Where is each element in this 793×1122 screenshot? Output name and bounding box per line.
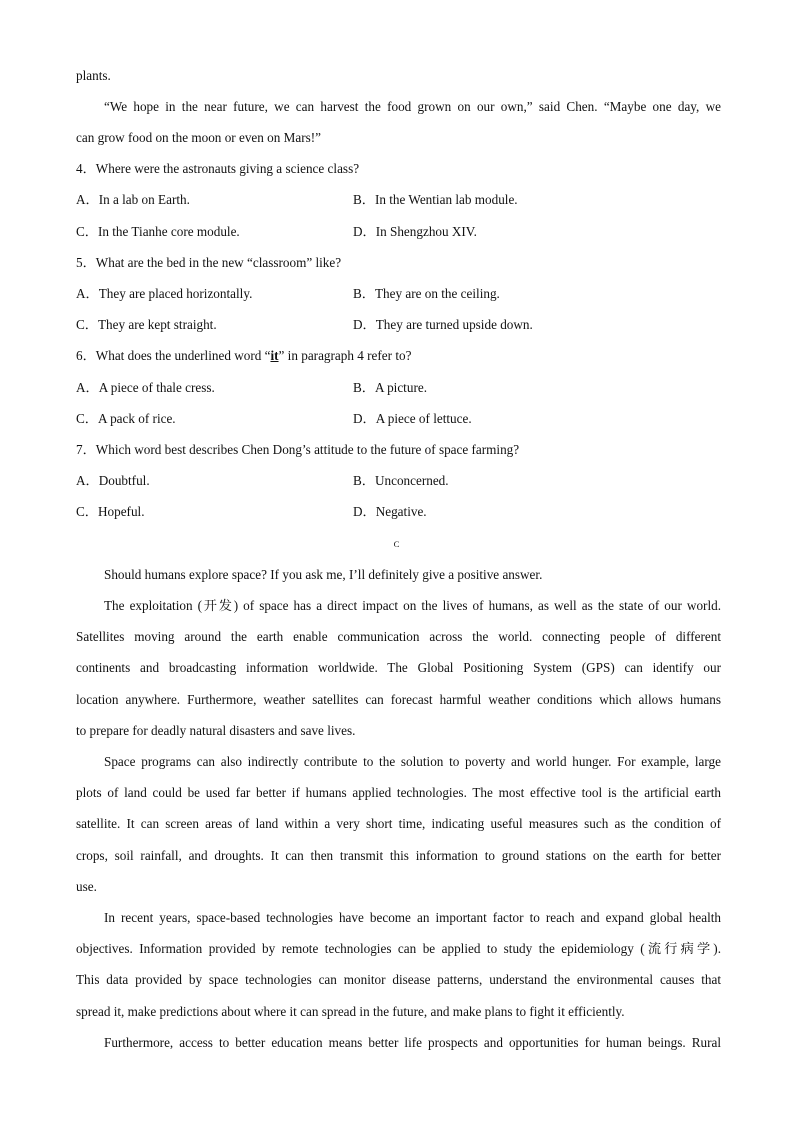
quote-line: can grow food on the moon or even on Mars!” (76, 130, 321, 145)
paragraph-2-line: continents and broadcasting information worldwide. The Global Positioning System (GPS) can identify our (76, 660, 721, 675)
paragraph-3-line: Space programs can also indirectly contribute to the solution to poverty and world hunger. For example, large (104, 754, 721, 769)
question-6-option-b: B．A picture. (353, 380, 427, 395)
question-5-option-d: D．They are turned upside down. (353, 317, 533, 332)
question-6-stem-before: 6．What does the underlined word “ (76, 348, 271, 363)
paragraph-2-line: location anywhere. Furthermore, weather satellites can forecast harmful weather conditions which allows humans (76, 692, 721, 707)
question-5-option-c: C．They are kept straight. (76, 317, 217, 332)
question-6-stem-after: ” in paragraph 4 refer to? (278, 348, 412, 363)
question-4-option-c: C．In the Tianhe core module. (76, 224, 240, 239)
question-7-option-c: C．Hopeful. (76, 504, 145, 519)
question-7-option-d: D．Negative. (353, 504, 427, 519)
question-6-option-d: D．A piece of lettuce. (353, 411, 472, 426)
question-5-option-b: B．They are on the ceiling. (353, 286, 500, 301)
question-6-option-a: A．A piece of thale cress. (76, 380, 215, 395)
question-4-option-d: D．In Shengzhou XIV. (353, 224, 477, 239)
question-5-stem: 5．What are the bed in the new “classroom” like? (76, 255, 342, 270)
paragraph-3-line: use. (76, 879, 97, 894)
question-6-option-c: C．A pack of rice. (76, 411, 176, 426)
paragraph-2-line: The exploitation (开发) of space has a direct impact on the lives of humans, as well as the state of our world. (104, 598, 721, 613)
question-6-stem (76, 347, 411, 365)
paragraph-3-line: satellite. It can screen areas of land within a very short time, indicating useful measures such as the condition of (76, 816, 721, 831)
question-5-option-a: A．They are placed horizontally. (76, 286, 253, 301)
question-7-option-b: B．Unconcerned. (353, 473, 449, 488)
paragraph-2-line: to prepare for deadly natural disasters and save lives. (76, 723, 356, 738)
question-4-option-b: B．In the Wentian lab module. (353, 192, 518, 207)
paragraph-4-line: objectives. Information provided by remote technologies can be applied to study the epidemiology (流行病学). (76, 941, 721, 956)
paragraph-4-line: spread it, make predictions about where it can spread in the future, and make plans to fight it efficiently. (76, 1004, 625, 1019)
paragraph-4-line: In recent years, space-based technologies have become an important factor to reach and expand global health (104, 910, 721, 925)
paragraph-fragment: plants. (76, 68, 111, 83)
paragraph-3-line: crops, soil rainfall, and droughts. It can then transmit this information to ground stations on the earth for better (76, 848, 721, 863)
paragraph-2-line: Satellites moving around the earth enable communication across the world. connecting people of different (76, 629, 721, 644)
quote-line: “We hope in the near future, we can harvest the food grown on our own,” said Chen. “Maybe one day, we (104, 99, 721, 114)
paragraph-1: Should humans explore space? If you ask me, I’ll definitely give a positive answer. (104, 567, 543, 582)
paragraph-5-line: Furthermore, access to better education means better life prospects and opportunities for human beings. Rural (104, 1035, 721, 1050)
question-7-option-a: A．Doubtful. (76, 473, 150, 488)
question-4-stem: 4．Where were the astronauts giving a science class? (76, 161, 360, 176)
paragraph-4-line: This data provided by space technologies can monitor disease patterns, understand the environmental causes that (76, 972, 721, 987)
question-7-stem: 7．Which word best describes Chen Dong’s attitude to the future of space farming? (76, 442, 520, 457)
question-4-option-a: A．In a lab on Earth. (76, 192, 190, 207)
underlined-word: it (270, 348, 279, 363)
section-heading: C (393, 539, 400, 549)
paragraph-3-line: plots of land could be used far better if humans applied technologies. The most effective tool is the artificial earth (76, 785, 721, 800)
